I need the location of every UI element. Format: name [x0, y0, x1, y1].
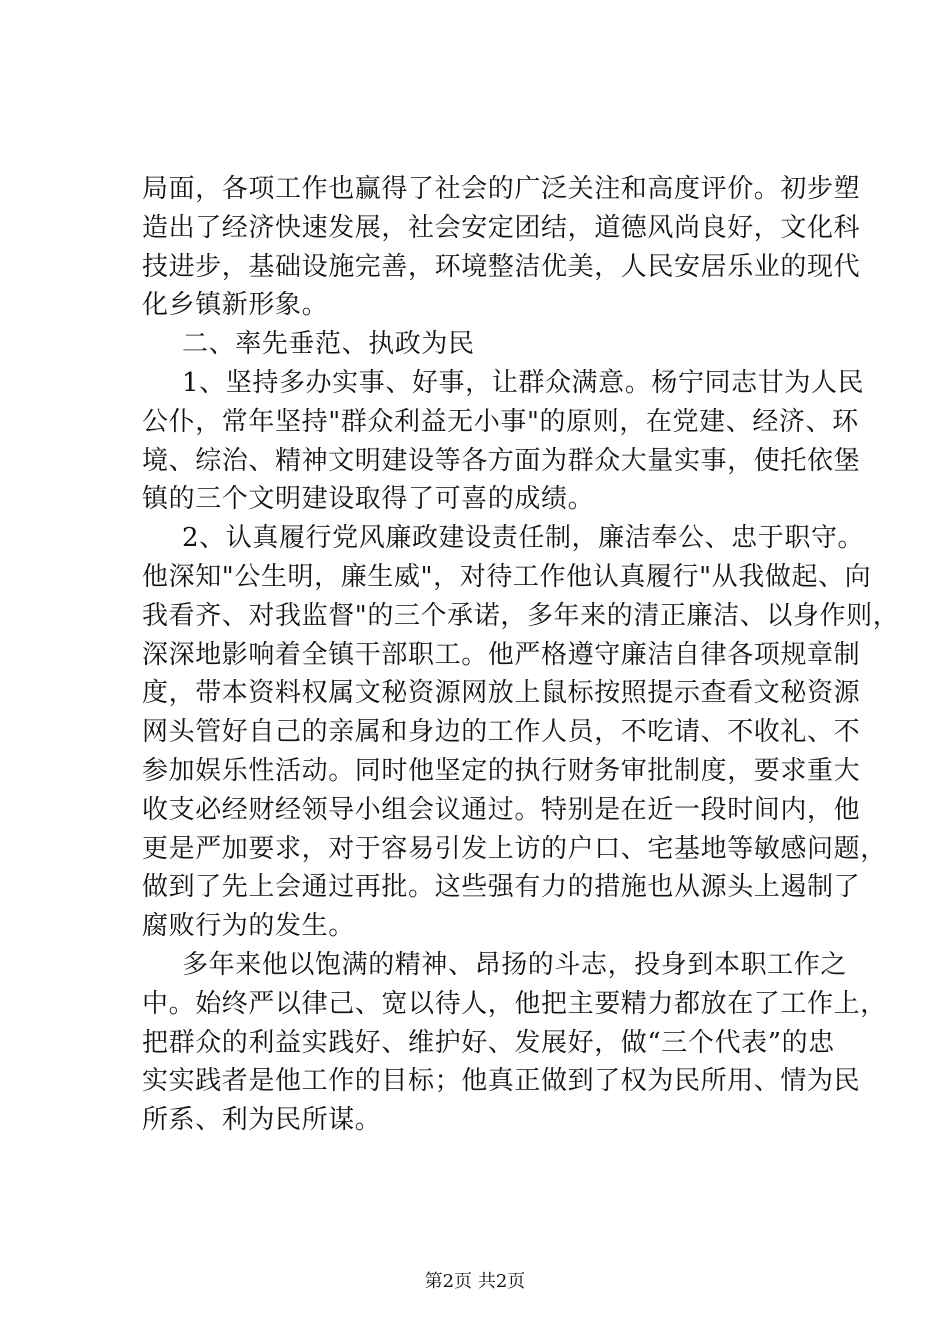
text-line: 收支必经财经领导小组会议通过。特别是在近一段时间内，他	[142, 794, 861, 825]
text-line: 他深知"公生明，廉生威"，对待工作他认真履行"从我做起、向	[142, 561, 872, 592]
text-line: 局面，各项工作也赢得了社会的广泛关注和高度评价。初步塑	[142, 174, 861, 204]
text-line: 实实践者是他工作的目标；他真正做到了权为民所用、情为民	[142, 1066, 861, 1097]
text-line: 1、坚持多办实事、好事，让群众满意。杨宁同志甘为人民	[182, 367, 865, 398]
text-line: 技进步，基础设施完善，环境整洁优美，人民安居乐业的现代	[142, 251, 861, 282]
text-line: 公仆，常年坚持"群众利益无小事"的原则，在党建、经济、环	[142, 406, 859, 437]
paragraph-point-1	[142, 364, 865, 519]
section-heading-text: 二、率先垂范、执政为民	[182, 329, 475, 360]
document-body	[142, 170, 900, 1140]
text-line: 网头管好自己的亲属和身边的工作人员，不吃请、不收礼、不	[142, 717, 861, 748]
text-line: 度，带本资料权属文秘资源网放上鼠标按照提示查看文秘资源	[142, 678, 861, 709]
text-line: 造出了经济快速发展，社会安定团结，道德风尚良好，文化科	[142, 212, 861, 243]
text-line: 化乡镇新形象。	[142, 290, 329, 321]
text-line: 2、认真履行党风廉政建设责任制，廉洁奉公、忠于职守。	[182, 523, 865, 554]
text-line: 镇的三个文明建设取得了可喜的成绩。	[142, 484, 595, 515]
text-line: 更是严加要求，对于容易引发上访的户口、宅基地等敏感问题，	[142, 833, 887, 864]
text-line: 中。始终严以律己、宽以待人，他把主要精力都放在了工作上，	[142, 988, 887, 1019]
text-line: 所系、利为民所谋。	[142, 1105, 382, 1136]
paragraph-continued	[142, 170, 861, 325]
paragraph-point-2	[142, 519, 900, 946]
text-line: 我看齐、对我监督"的三个承诺，多年来的清正廉洁、以身作则，	[142, 600, 900, 631]
page-number-footer: 第2页 共2页	[424, 1271, 526, 1292]
text-line: 参加娱乐性活动。同时他坚定的执行财务审批制度，要求重大	[142, 755, 861, 786]
paragraph-conclusion	[142, 946, 887, 1140]
text-line: 做到了先上会通过再批。这些强有力的措施也从源头上遏制了	[142, 872, 861, 903]
text-line: 境、综治、精神文明建设等各方面为群众大量实事，使托依堡	[142, 445, 861, 476]
section-heading	[142, 325, 832, 364]
text-line: 多年来他以饱满的精神、昂扬的斗志，投身到本职工作之	[182, 949, 848, 980]
text-line: 深深地影响着全镇干部职工。他严格遵守廉洁自律各项规章制	[142, 639, 861, 670]
text-line: 腐败行为的发生。	[142, 911, 355, 942]
text-line: 把群众的利益实践好、维护好、发展好，做“三个代表”的忠	[142, 1027, 835, 1058]
